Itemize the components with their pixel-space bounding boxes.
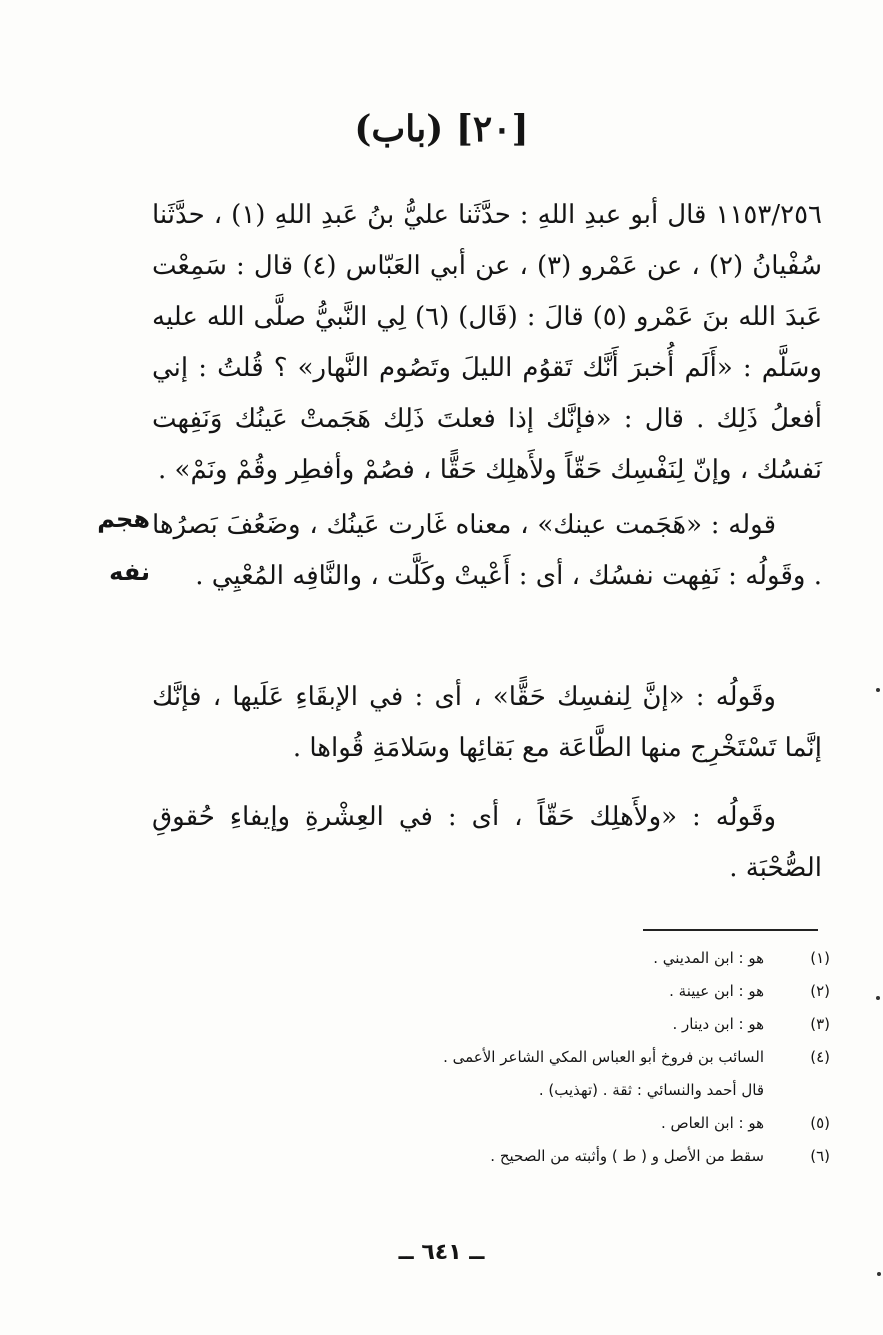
paragraph-text: قوله : «هَجَمت عينك» ، معناه غَارت عَينُك ، وضَعُفَ بَصرُها . وقَولُه : نَفِهت نفسُك ، أى : أَعْيتْ وكَلَّت ، والنَّافِه المُعْيِي . [152, 510, 822, 591]
footnote-number: (٦) [810, 1147, 830, 1165]
footnote-text: سقط من الأصل و ( ط ) وأثبته من الصحيح . [490, 1147, 764, 1165]
footnote-text: هو : ابن دينار . [672, 1015, 764, 1033]
paragraph-text: ١١٥٣/٢٥٦ قال أبو عبدِ اللهِ : حدَّثَنا عليُّ بنُ عَبدِ اللهِ (١) ، حدَّثَنا سُفْيانُ (٢) ، عن عَمْرو (٣) ، عن أبي العَبّاس (٤) قال : سَمِعْت عَبدَ الله بنَ عَمْرو (٥) قالَ : (قَال) (٦) لِي النَّبيُّ صلَّى الله عليه وسَلَّم : «أَلَم أُخبرَ أَنَّك تَقوُم الليلَ وتَصُوم النَّهار» ؟ قُلتُ : إني أفعلُ ذَلِك . قال : «فإنَّك إذا فعلتَ ذَلِك هَجَمتْ عَينُك وَنَفِهت نَفسُك ، وإنّ لِنَفْسِك حَقّاً ولأَهلِك حَقًّا ، فصُمْ وأفطِر وقُمْ ونَمْ» . [152, 200, 823, 485]
footnote-number: (٣) [810, 1015, 830, 1033]
footnote [250, 1041, 830, 1074]
footnote-text: هو : ابن العاص . [661, 1114, 764, 1132]
explanation-paragraph-1 [152, 500, 822, 602]
footnote-number: (٥) [810, 1114, 830, 1132]
page-number: ــ ٦٤١ ــ [398, 1240, 485, 1265]
footnote-divider [643, 929, 818, 931]
hadith-paragraph [152, 190, 822, 496]
paragraph-text: وقَولُه : «إنَّ لِنفسِك حَقًّا» ، أى : في الإبقَاءِ عَلَيها ، فإنَّك إنَّما تَسْتَخْرِج منها الطَّاعَة مع بَقائِها وسَلامَةِ قُواها . [152, 682, 822, 763]
footnote-number: (١) [810, 949, 830, 967]
chapter-heading: [٢٠] (باب) [354, 108, 529, 150]
footnote-text: هو : ابن عيينة . [669, 982, 764, 1000]
scan-speck [876, 996, 880, 1000]
footnote [250, 1008, 830, 1041]
explanation-paragraph-2 [152, 672, 822, 774]
margin-keyword: هجم [97, 505, 150, 533]
footnote [250, 1107, 830, 1140]
scan-speck [877, 1272, 881, 1276]
margin-keyword: نفه [109, 558, 150, 586]
paragraph-text: وقَولُه : «ولأَهلِك حَقّاً ، أى : في العِشْرةِ وإيفاءِ حُقوقِ الصُّحْبَة . [152, 802, 822, 883]
footnote-text: السائب بن فروخ أبو العباس المكي الشاعر الأعمى . [443, 1048, 764, 1066]
footnote-number: (٢) [810, 982, 830, 1000]
scan-speck [876, 688, 880, 692]
footnote [250, 975, 830, 1008]
footnotes [250, 942, 830, 1173]
footnote [250, 942, 830, 975]
footnote-continuation: قال أحمد والنسائي : ثقة . (تهذيب) . [538, 1081, 764, 1099]
footnote-text: هو : ابن المديني . [653, 949, 764, 967]
footnote [250, 1140, 830, 1173]
explanation-paragraph-3 [152, 792, 822, 894]
footnote-number: (٤) [810, 1048, 830, 1066]
